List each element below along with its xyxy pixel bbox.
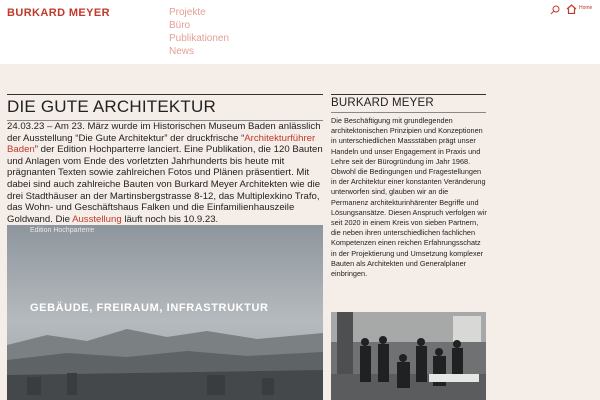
article-body: [7, 121, 325, 225]
nav-buero[interactable]: Büro: [169, 20, 191, 31]
main-nav: [169, 6, 229, 58]
divider: [331, 94, 486, 95]
brand-logo[interactable]: BURKARD MEYER: [7, 7, 110, 19]
image-publisher: Edition Hochparterre: [30, 227, 95, 234]
article-text: ” der Edition Hochparterre lanciert. Eine Publikation, die 120 Bauten und Anlagen vom Ende des vorletzten Jahrhunderts bis heute mit prägnanten Texten sowie zahlreichen Fotos und Plänen präsentiert. Mit dabei sind auch zahlreiche Bauten von Burkard Meyer Architekten wie die drei Stadthäuser an der Martinsbergstrasse 8-12, das Multiplexkino Trafo, das Wohn- und Geschäftshaus Falken und die Einfamilienhauszeile Goldwand. Die: [7, 144, 323, 225]
article-image[interactable]: [7, 225, 323, 400]
home-label[interactable]: Home: [579, 5, 593, 11]
link-architekturfuehrer[interactable]: Architekturführer Baden: [7, 132, 316, 156]
divider: [7, 94, 323, 95]
top-bar: [0, 0, 600, 64]
nav-news[interactable]: News: [169, 46, 195, 57]
sidebar-title: BURKARD MEYER: [331, 97, 434, 109]
home-icon[interactable]: [566, 4, 577, 14]
sidebar-text: Die Beschäftigung mit grundlegenden architektonischen Prinzipien und Konzeptionen in unterschiedlichen Massstäben prägt unser Handeln und unser Engagement in Praxis und Lehre seit der Bürogründung im Jahr 1968. Obwohl die Bedingungen und Fragestellungen in der Architektur einer konstanten Veränderung unterworfen sind, glauben wir an die Permanenz architekturinhärenter Begriffe und Lösungsansätze. Diesen Anspruch verfolgen wir seit 2020 in einem Kreis von sieben Partnern, die neben ihren unterschiedlichen fachlichen Kompetenzen einen reichen Erfahrungsschatz in der Projektierung und Umsetzung komplexer Bauten als Architekten und Generalplaner einbringen.: [331, 116, 487, 279]
team-image: [331, 312, 486, 400]
article-text: 24.03.23 – Am 23. März wurde im Historischen Museum Baden anlässlich der Ausstellung “Die Gute Architektur” der druckfrische “: [7, 121, 321, 144]
article-title: DIE GUTE ARCHITEKTUR: [7, 97, 216, 116]
divider: [331, 112, 486, 113]
image-subtitle: GEBÄUDE, FREIRAUM, INFRASTRUKTUR: [30, 302, 269, 314]
link-ausstellung[interactable]: Ausstellung: [72, 213, 122, 225]
nav-projekte[interactable]: Projekte: [169, 7, 206, 18]
nav-publikationen[interactable]: Publikationen: [169, 33, 230, 44]
content-area: [0, 64, 600, 400]
team-photo[interactable]: [331, 312, 486, 400]
article-text: läuft noch bis 10.9.23.: [121, 213, 219, 225]
search-icon[interactable]: [550, 5, 560, 15]
